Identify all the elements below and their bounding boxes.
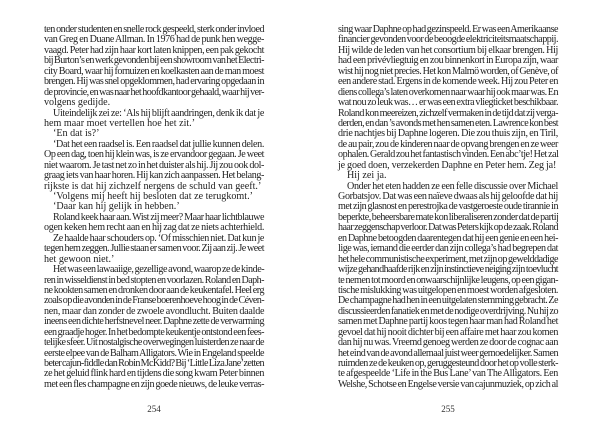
text-line: het eind van de avond allemaal juist weer gemoedelijker. Samen (338, 347, 558, 359)
text-line: een andere stad. Ergens in de komende week. Hij zou Peter en (338, 76, 558, 88)
text-line: met zijn glasnost en perestrojka de vastgeroeste oude tirannie in (338, 201, 558, 213)
left-page-number: 254 (147, 404, 161, 414)
text-line: ze het geluid flink hard en tijdens die song kwam Peter binnen (44, 368, 264, 380)
text-line: te nemen tot moord en onwaarschijnlijke leugens, op een gigan- (338, 274, 558, 286)
text-line: dan hij nu was. Vreemd genoeg werden ze door de cognac aan (338, 337, 558, 349)
left-page-text (44, 25, 264, 390)
text-line: zoals op die avonden in de Franse boerenhoeve hoog in de Céven- (44, 295, 264, 307)
text-line: van Greg en Duane Allman. In 1976 had de punk hen wegge- (44, 34, 264, 46)
text-line: had een privévliegtuig en zou binnenkort in Europa zijn, waar (338, 55, 558, 67)
text-line: financier gevonden voor de beoogde elektriciteitsmaatschappij. (338, 34, 558, 46)
text-line: niet waarom. Je tast net zo in het duister als hij. Jij zou ook dol- (44, 159, 264, 171)
text-line: de provincie, en was naar het hoofdkantoor gehaald, waar hij ver- (44, 86, 264, 98)
text-line: discussieerden fanatiek en met de nodige overdrijving. Nu hij zo (338, 305, 558, 317)
text-line: ten onder studenten en snelle rock gespeeld, sterk onder invloed (44, 24, 264, 35)
text-line: je goed doen, verzekerden Daphne en Peter hem. Zeg ja! (338, 159, 557, 171)
text-line: wat nou zo leuk was… er was een extra vliegticket beschikbaar. (338, 97, 558, 109)
text-line: een graadje hoger. In het bedompte keukentje ontstond een fees- (44, 326, 264, 338)
text-line: graag iets van haar horen. Hij kan zich aanpassen. Het belang- (44, 170, 264, 182)
text-line: bij Burton’s en werk gevonden bij een showroom van het Electri- (44, 55, 264, 67)
text-line: diens collega’s laten overkomen naar waar hij ook maar was. En (338, 86, 558, 98)
text-line: ‘En dat is?’ (53, 128, 100, 140)
text-line: city Board, waar hij fornuizen en koelkasten aan de man moest (44, 65, 264, 77)
text-line: met een fles champagne en zijn goede nieuws, de leuke verras- (44, 378, 264, 390)
text-line: tische mislukking was uitgelopen en moest worden afgesloten. (338, 284, 558, 296)
text-line: Roland keek haar aan. Wist zij meer? Maar haar lichtblauwe (53, 211, 264, 223)
text-line: beter cajun-fiddle dan Robin McKidd? Bij ‘Little Liza Jane’ zetten (44, 358, 264, 369)
text-line: drie nachtjes bij Daphne logeren. Die zou thuis zijn, en Tiril, (338, 128, 558, 140)
right-page (300, 0, 600, 440)
text-line: wijze gehandhaafde rijk en zijn instinctieve neiging zijn toevlucht (338, 264, 558, 276)
text-line: Het was een lawaaiige, gezellige avond, waarop ze de kinde- (53, 264, 265, 276)
text-line: Roland kon meereizen, zichzelf vermaken in de tijd dat zij verga- (338, 107, 558, 119)
text-line: ren in wisseldienst in bed stopten en voorlazen. Roland en Daph- (44, 274, 264, 286)
text-line: Gorbatsjov. Dat was een naïeve dwaas als hij geloofde dat hij (338, 191, 558, 202)
text-line: wist hij nog niet precies. Het kon Malmö worden, of Genève, of (338, 65, 558, 77)
text-line: en Daphne betoogden daarentegen dat hij een genie en een hei- (338, 232, 558, 244)
text-line: De champagne had hen in een uitgelaten stemming gebracht. Ze (338, 295, 558, 307)
text-line: tegen hem zeggen. Jullie staan er samen voor. Zij aan zij. Je weet (44, 243, 264, 255)
right-page-number: 255 (441, 404, 455, 414)
text-line: vaagd. Peter had zijn haar kort laten knippen, een pak gekocht (44, 44, 264, 56)
text-line: derden, en dan ’s avonds met hen samen eten. Lawrence kon best (338, 117, 558, 129)
text-line: ne kookten samen en dronken door aan de keukentafel. Heel erg (44, 284, 264, 296)
text-line: eerste elpee van de Balham Alligators. Wie in Engeland speelde (44, 347, 264, 359)
text-line: beperkte, beheersbare mate kon liberaliseren zonder dat de partij (338, 211, 559, 223)
text-line: de au pair, zou de kinderen naar de opvang brengen en ze weer (338, 138, 558, 150)
text-line: ‘Dat het een raadsel is. Een raadsel dat jullie kunnen delen. (53, 138, 264, 150)
text-line: Onder het eten hadden ze een felle discussie over Michael (347, 180, 558, 192)
text-line: ruimden ze de keuken op, geruggesteund door het op volle sterk- (338, 358, 558, 369)
text-line: te afgespeelde ‘Life in the Bus Lane’ van The Alligators. Een (338, 368, 558, 380)
text-line: ophalen. Gerald zou het fantastisch vinden. Een abc’tje! Het zal (338, 149, 559, 161)
text-line: ogen keken hem recht aan en hij zag dat ze niets achterhield. (44, 222, 265, 234)
text-line: ineens een dichte herfstnevel neer. Daphne zette de verwarming (44, 316, 264, 328)
text-line: telijke sfeer. Uit nostalgische overwegingen luisterden ze naar de (44, 337, 264, 349)
text-line: hem maar moet vertellen hoe het zit.’ (44, 117, 196, 129)
text-line: Hij wilde de leden van het consortium bij elkaar brengen. Hij (338, 44, 558, 56)
text-line: lige was, iemand die eerder dan zijn collega’s had begrepen dat (338, 243, 558, 255)
text-line: brengen. Hij was snel opgeklommen, had ervaring opgedaan in (44, 76, 264, 88)
text-line: Welshe, Schotse en Engelse versie van cajunmuziek, op zich al (338, 378, 558, 390)
text-line: rijkste is dat hij zichzelf nergens de schuld van geeft.’ (44, 180, 262, 192)
text-line: samen met Daphne partij koos tegen haar man had Roland het (338, 316, 558, 328)
text-line: ‘Daar kan hij gelijk in hebben.’ (53, 201, 180, 213)
right-page-text (338, 25, 558, 390)
text-line: Op een dag, toen hij klein was, is ze ervandoor gegaan. Je weet (44, 149, 264, 161)
text-line: nen, maar dan zonder de zwoele avondlucht. Buiten daalde (44, 305, 265, 317)
text-line: Ze haalde haar schouders op. ‘Of misschien niet. Dat kun je (53, 232, 264, 244)
text-line: volgens gedijde. (44, 97, 111, 109)
text-line: Hij zei ja. (347, 170, 387, 182)
text-line: Uiteindelijk zei ze: ‘Als hij blijft aandringen, denk ik dat je (53, 107, 264, 119)
text-line: haar zeggenschap verloor. Dat was Peters kijk op de zaak. Roland (338, 222, 558, 234)
text-line: gevoel dat hij nooit dichter bij een affaire met haar zou komen (338, 326, 558, 338)
text-line: ‘Volgens mij heeft hij besloten dat ze terugkomt.’ (53, 191, 253, 202)
text-line: het gewoon niet.’ (44, 253, 115, 265)
text-line: sing waar Daphne op had gezinspeeld. Er was een Amerikaanse (338, 24, 558, 35)
text-line: het hele communistische experiment, met zijn op gewelddadige (338, 253, 558, 265)
